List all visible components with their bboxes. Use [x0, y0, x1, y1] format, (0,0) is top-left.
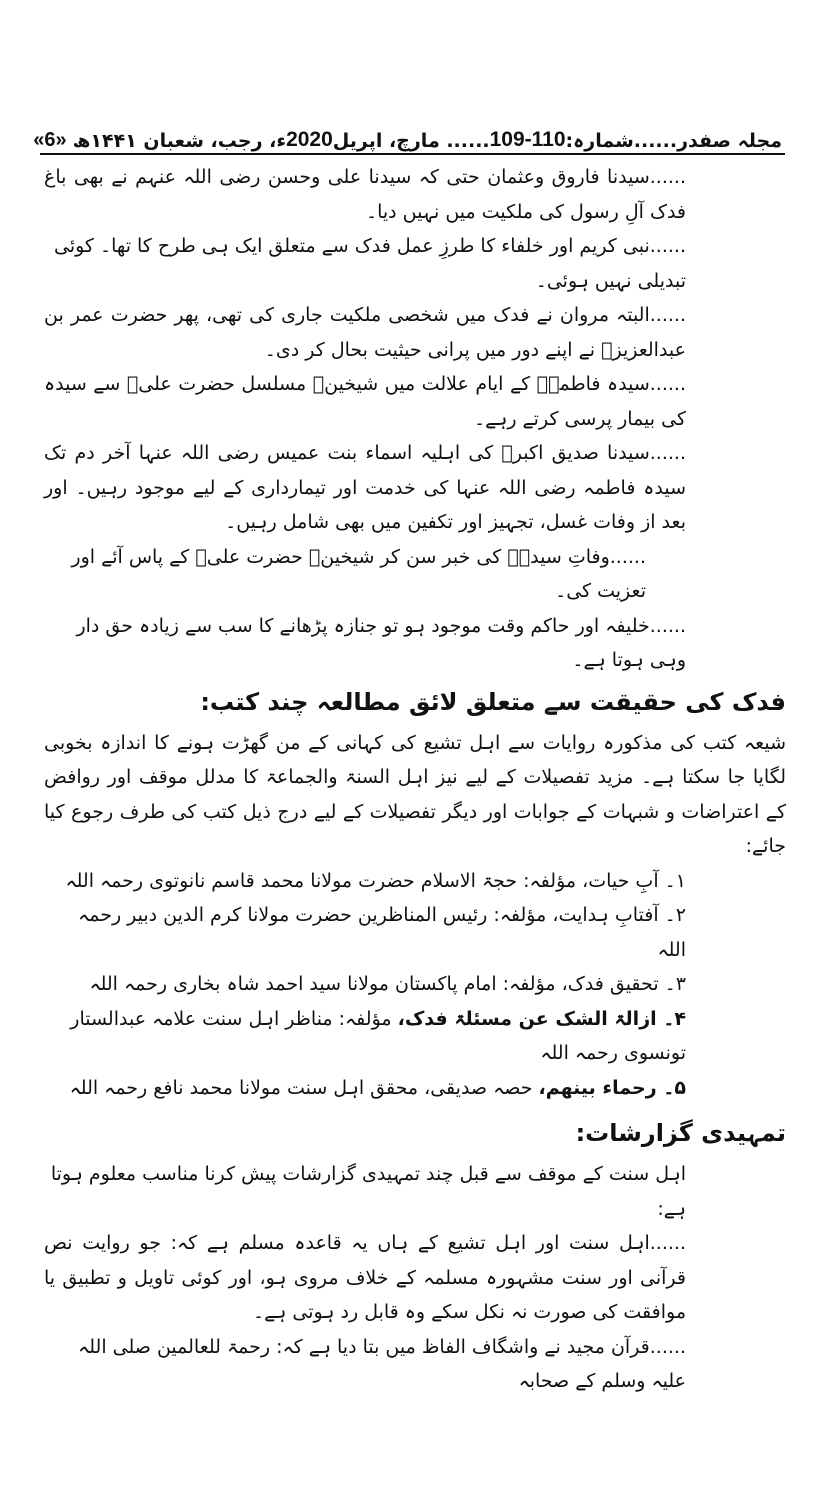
point-paragraph: ......سیدہ فاطمہؓ کے ایام علالت میں شیخینؓ مسلسل حضرت علیؓ سے سیدہ کی بیمار پرسی کرتے رہے۔ [44, 373, 686, 430]
page-header [33, 118, 782, 152]
header-rule [40, 153, 785, 155]
section-heading-books: فدک کی حقیقت سے متعلق لائق مطالعہ چند کتب: [200, 687, 786, 716]
issue-number: 109-110 [489, 128, 566, 151]
prelim-paragraph: ......قرآن مجید نے واشگاف الفاظ میں بتا دیا ہے کہ: رحمۃ للعالمین صلی اللہ علیہ وسلم کے صحابہ [78, 1335, 686, 1392]
book-author: مؤلفہ: مناظر اہل سنت علامہ عبدالستار تونسوی رحمہ اللہ [70, 1007, 686, 1064]
article-body [44, 160, 786, 1399]
book-item [44, 1071, 786, 1106]
book-title: ۲۔ آفتابِ ہدایت، [552, 904, 686, 926]
book-author: مؤلفہ: حجۃ الاسلام حضرت مولانا محمد قاسم نانوتوی رحمہ اللہ [65, 869, 583, 892]
book-item [44, 864, 786, 899]
book-item [44, 1002, 786, 1071]
prelim-paragraph: اہل سنت کے موقف سے قبل چند تمہیدی گزارشات پیش کرنا مناسب معلوم ہوتا ہے: [50, 1163, 686, 1220]
page-number: «6» [33, 129, 67, 151]
point-paragraph: ......سیدنا صدیق اکبرؓ کی اہلیہ اسماء بنت عمیس رضی اللہ عنہا آخر دم تک سیدہ فاطمہ رضی اللہ عنہا کی خدمت اور تیمارداری کے لیے موجود رہیں۔ اور بعد از وفات غسل، تجہیز اور تکفین میں بھی شامل رہیں۔ [44, 442, 686, 533]
book-item [44, 898, 786, 967]
point-paragraph: ......خلیفہ اور حاکم وقت موجود ہو تو جنازہ پڑھانے کا سب سے زیادہ حق دار وہی ہوتا ہے۔ [76, 614, 686, 671]
section-heading-prelim: تمہیدی گزارشات: [575, 1119, 786, 1147]
book-author: مؤلفہ: رئیس المناظرین حضرت مولانا کرم الدین دبیر رحمہ اللہ [78, 904, 686, 961]
issue-date-months: ...... مارچ، اپریل [332, 130, 490, 152]
book-author: مؤلفہ: امام پاکستان مولانا سید احمد شاہ بخاری رحمہ اللہ [89, 973, 562, 995]
point-paragraph: ......نبی کریم اور خلفاء کا طرزِ عمل فدک سے متعلق ایک ہی طرح کا تھا۔ کوئی تبدیلی نہیں ہوئی۔ [53, 235, 686, 292]
issue-date-hijri: ء، رجب، شعبان ۱۴۴۱ھ [72, 130, 287, 152]
book-title: ۵۔ رحماء بینھم، [538, 1076, 686, 1099]
point-paragraph: ......البتہ مروان نے فدک میں شخصی ملکیت جاری کی تھی، پھر حضرت عمر بن عبدالعزیزؒ نے اپنے دور میں پرانی حیثیت بحال کر دی۔ [44, 304, 686, 361]
books-intro: شیعہ کتب کی مذکورہ روایات سے اہل تشیع کی کہانی کے من گھڑت ہونے کا اندازہ بخوبی لگایا جا سکتا ہے۔ مزید تفصیلات کے لیے نیز اہل السنۃ والجماعۃ کا مدلل موقف اور روافض کے اعتراضات و شبہات کے جوابات اور دیگر تفصیلات کے لیے درج ذیل کتب کی طرف رجوع کیا جائے: [44, 731, 786, 857]
prelim-paragraph: ......اہل سنت اور اہل تشیع کے ہاں یہ قاعدہ مسلم ہے کہ: جو روایت نص قرآنی اور سنت مشہورہ مسلمہ کے خلاف مروی ہو، اور کوئی تاویل و تطبیق یا موافقت کی صورت نہ نکل سکے وہ قابل رد ہوتی ہے۔ [44, 1232, 686, 1323]
book-list [44, 864, 786, 1106]
point-paragraph: ......وفاتِ سیدہؓ کی خبر سن کر شیخینؓ حضرت علیؓ کے پاس آئے اور تعزیت کی۔ [71, 545, 646, 602]
book-author: حصہ صدیقی، محقق اہل سنت مولانا محمد نافع رحمہ اللہ [69, 1076, 539, 1099]
book-title: ۴۔ ازالۃ الشک عن مسئلۃ فدک، [397, 1007, 686, 1030]
book-item [44, 967, 786, 1002]
point-paragraph: ......سیدنا فاروق وعثمان حتی کہ سیدنا علی وحسن رضی اللہ عنہم نے بھی باغ فدک آلِ رسول کی ملکیت میں نہیں دیا۔ [44, 166, 686, 223]
journal-title: مجلہ صفدر......شمارہ: [565, 130, 782, 152]
issue-year: 2020 [286, 128, 333, 151]
book-title: ۱۔ آبِ حیات، [582, 869, 686, 892]
book-title: ۳۔ تحقیق فدک، [561, 973, 686, 995]
